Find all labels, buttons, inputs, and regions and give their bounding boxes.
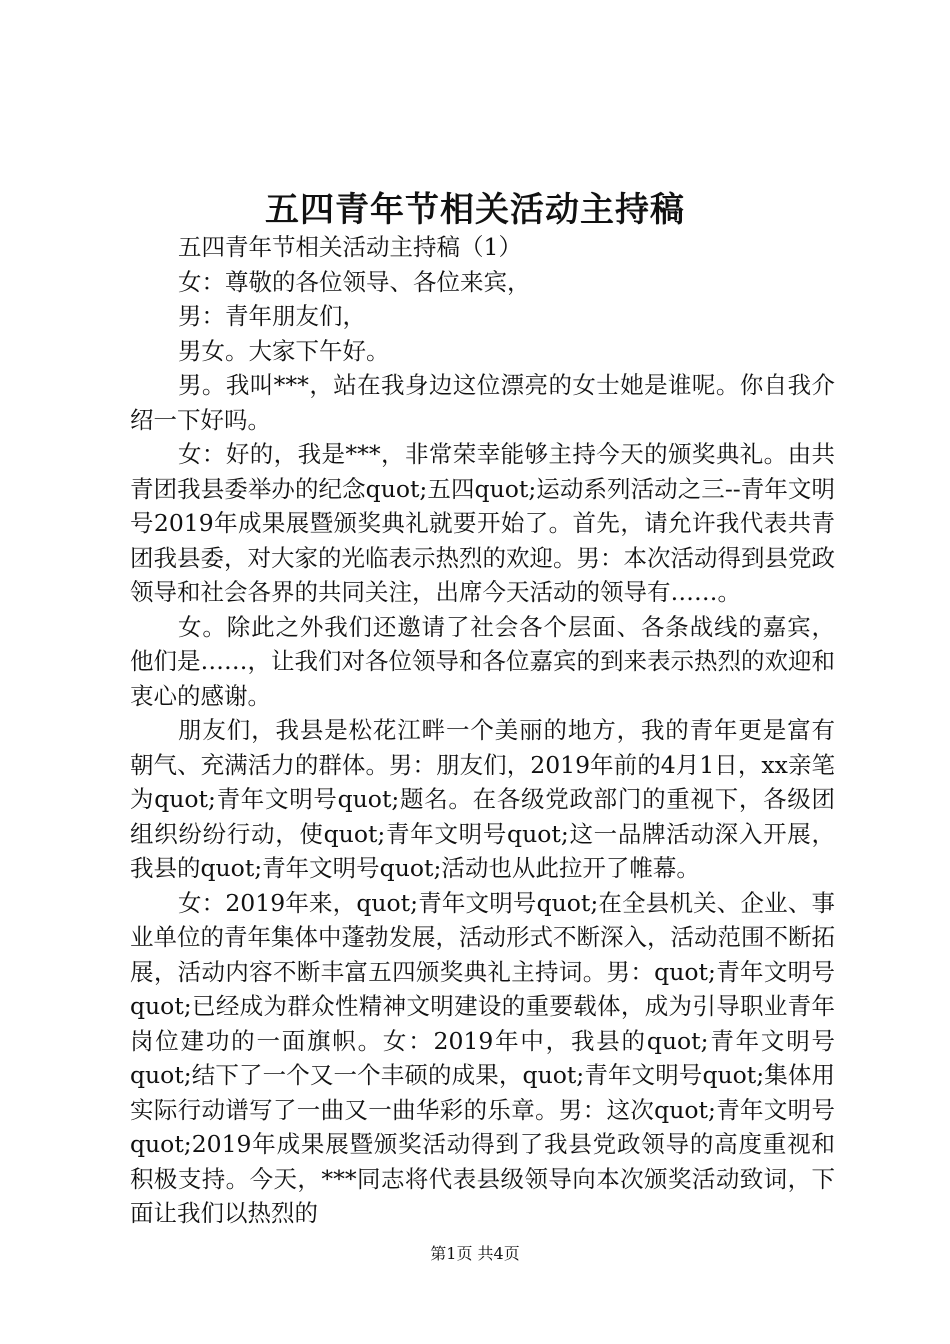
paragraph: 五四青年节相关活动主持稿（1） <box>178 233 522 261</box>
page-footer: 第1页 共4页 <box>430 1244 520 1263</box>
paragraph: 女：2019年来，quot;青年文明号quot;在全县机关、企业、事业单位的青年集体中蓬勃发展，活动形式不断深入，活动范围不断拓展，活动内容不断丰富五四颁奖典礼主持词。男：quot;青年文明号quot;已经成为群众性精神文明建设的重要载体，成为引导职业青年岗位建功的一面旗帜。女：2019年中，我县的quot;青年文明号quot;结下了一个又一个丰硕的成果，quot;青年文明号quot;集体用实际行动谱写了一曲又一曲华彩的乐章。男：这次quot;青年文明号quot;2019年成果展暨颁奖活动得到了我县党政领导的高度重视和积极支持。今天，***同志将代表县级领导向本次颁奖活动致词，下面让我们以热烈的 <box>130 888 835 1227</box>
paragraph: 女：尊敬的各位领导、各位来宾， <box>178 267 531 296</box>
paragraph: 男女。大家下午好。 <box>178 336 390 365</box>
paragraph: 男。我叫***，站在我身边这位漂亮的女士她是谁呢。你自我介绍一下好吗。 <box>130 371 835 434</box>
paragraph: 女。除此之外我们还邀请了社会各个层面、各条战线的嘉宾，他们是……，让我们对各位领导和各位嘉宾的到来表示热烈的欢迎和衷心的感谢。 <box>130 612 835 710</box>
document-title: 五四青年节相关活动主持稿 <box>265 190 685 230</box>
paragraph: 朋友们，我县是松花江畔一个美丽的地方，我的青年更是富有朝气、充满活力的群体。男：朋友们，2019年前的4月1日，xx亲笔为quot;青年文明号quot;题名。在各级党政部门的重视下，各级团组织纷纷行动，使quot;青年文明号quot;这一品牌活动深入开展，我县的quot;青年文明号quot;活动也从此拉开了帷幕。 <box>130 716 835 882</box>
paragraph: 男：青年朋友们， <box>178 302 366 330</box>
paragraph: 女：好的，我是***，非常荣幸能够主持今天的颁奖典礼。由共青团我县委举办的纪念quot;五四quot;运动系列活动之三--青年文明号2019年成果展暨颁奖典礼就要开始了。首先，请允许我代表共青团我县委，对大家的光临表示热烈的欢迎。男：本次活动得到县党政领导和社会各界的共同关注，出席今天活动的领导有……。 <box>130 440 835 606</box>
document-body <box>130 230 835 1231</box>
